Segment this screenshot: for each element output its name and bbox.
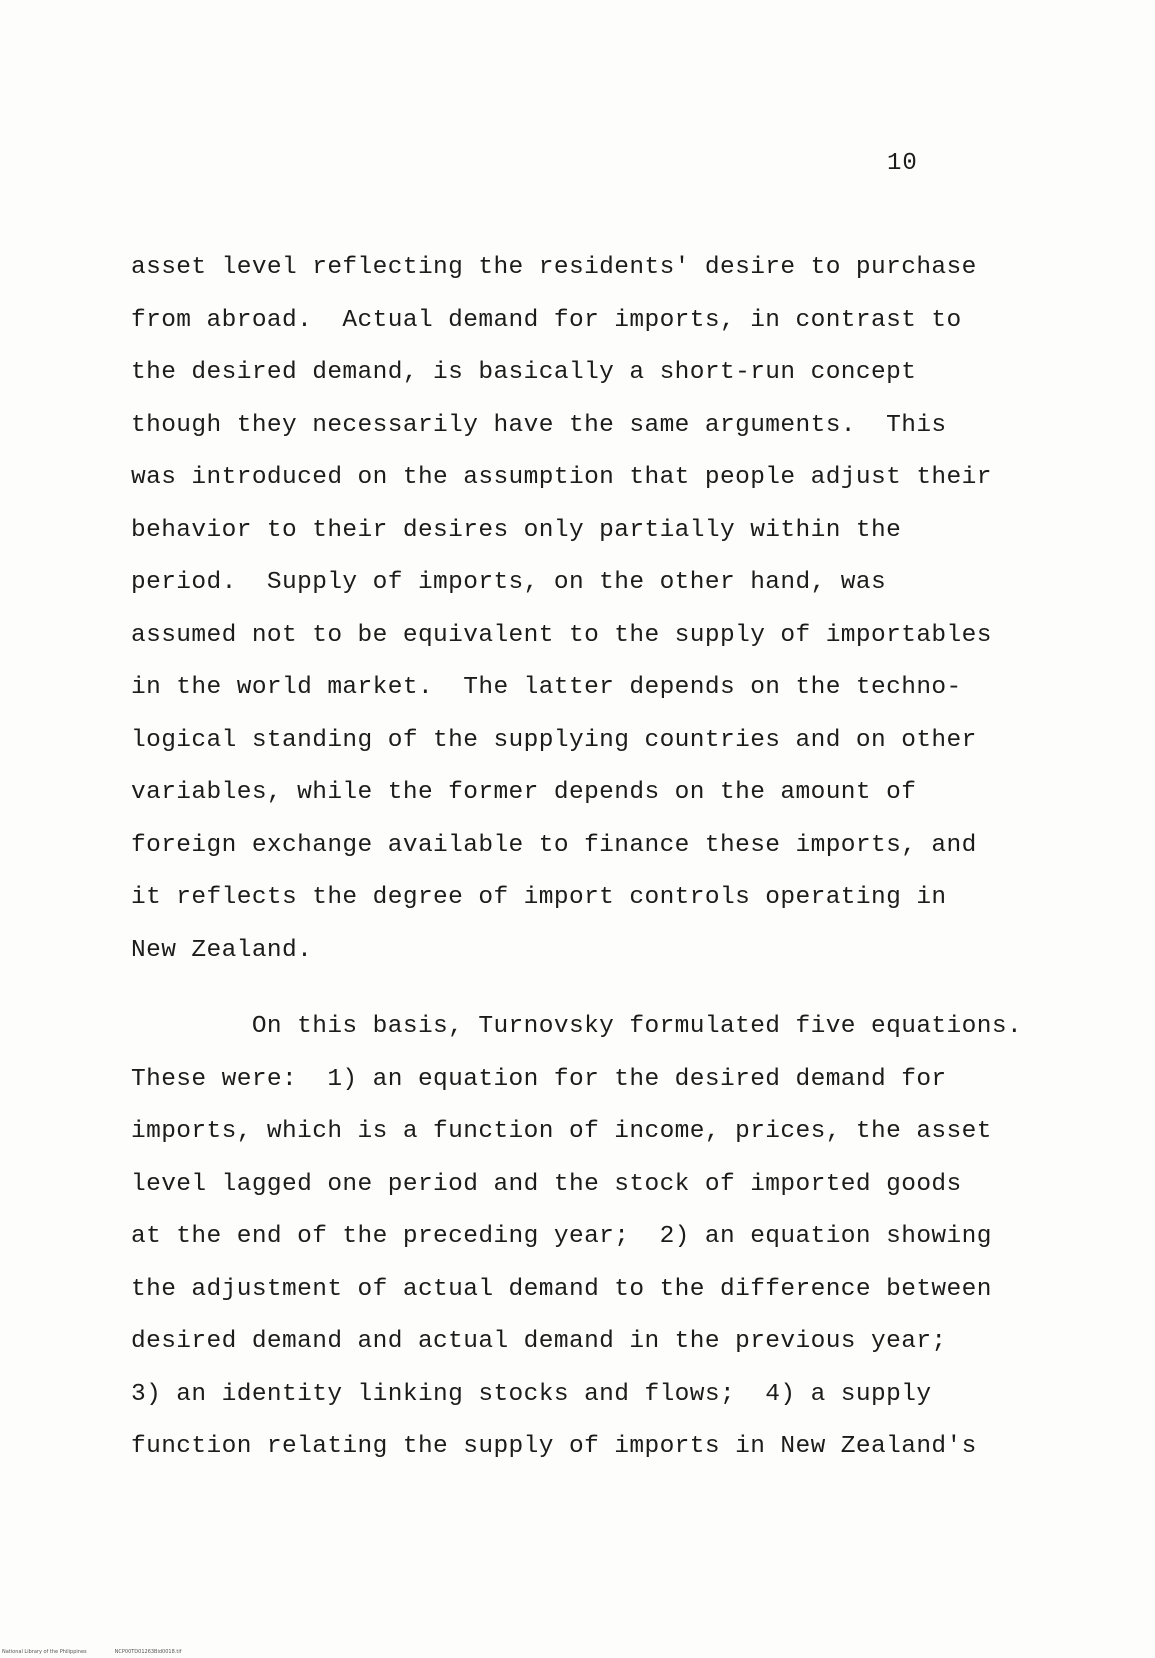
text-line: assumed not to be equivalent to the supply of importables	[131, 621, 992, 649]
paragraph-1	[131, 242, 992, 977]
text-line: On this basis, Turnovsky formulated five equations.	[131, 1013, 1023, 1040]
text-line: from abroad. Actual demand for imports, in contrast to	[131, 306, 962, 334]
text-line: though they necessarily have the same arguments. This	[131, 411, 947, 439]
page-number: 10	[887, 150, 918, 177]
paragraph-2	[131, 1001, 1022, 1474]
text-line: imports, which is a function of income, prices, the asset	[131, 1118, 992, 1145]
text-line: variables, while the former depends on the amount of	[131, 779, 917, 806]
text-line: the desired demand, is basically a short-run concept	[131, 359, 917, 386]
text-line: function relating the supply of imports in New Zealand's	[131, 1433, 977, 1460]
text-line: period. Supply of imports, on the other hand, was	[131, 569, 887, 596]
text-line: foreign exchange available to finance these imports, and	[131, 831, 977, 859]
text-line: New Zealand.	[131, 936, 313, 964]
text-line: 3) an identity linking stocks and flows; 4) a supply	[131, 1380, 932, 1408]
text-line: behavior to their desires only partially within the	[131, 516, 902, 544]
text-line: logical standing of the supplying countries and on other	[131, 726, 977, 754]
text-line: desired demand and actual demand in the previous year;	[131, 1328, 947, 1355]
text-line: was introduced on the assumption that people adjust their	[131, 464, 992, 491]
footer-code: NCP00TD01263Bid0018.tif	[114, 1649, 182, 1655]
scan-footer	[2, 1649, 181, 1655]
footer-library: National Library of the Philippines	[2, 1649, 87, 1655]
text-line: it reflects the degree of import controls operating in	[131, 884, 947, 911]
text-line: asset level reflecting the residents' desire to purchase	[131, 254, 977, 281]
text-line: at the end of the preceding year; 2) an equation showing	[131, 1223, 992, 1250]
text-line: level lagged one period and the stock of imported goods	[131, 1170, 962, 1198]
text-line: in the world market. The latter depends on the techno-	[131, 674, 962, 701]
text-line: These were: 1) an equation for the desired demand for	[131, 1065, 947, 1093]
text-line: the adjustment of actual demand to the difference between	[131, 1275, 992, 1303]
